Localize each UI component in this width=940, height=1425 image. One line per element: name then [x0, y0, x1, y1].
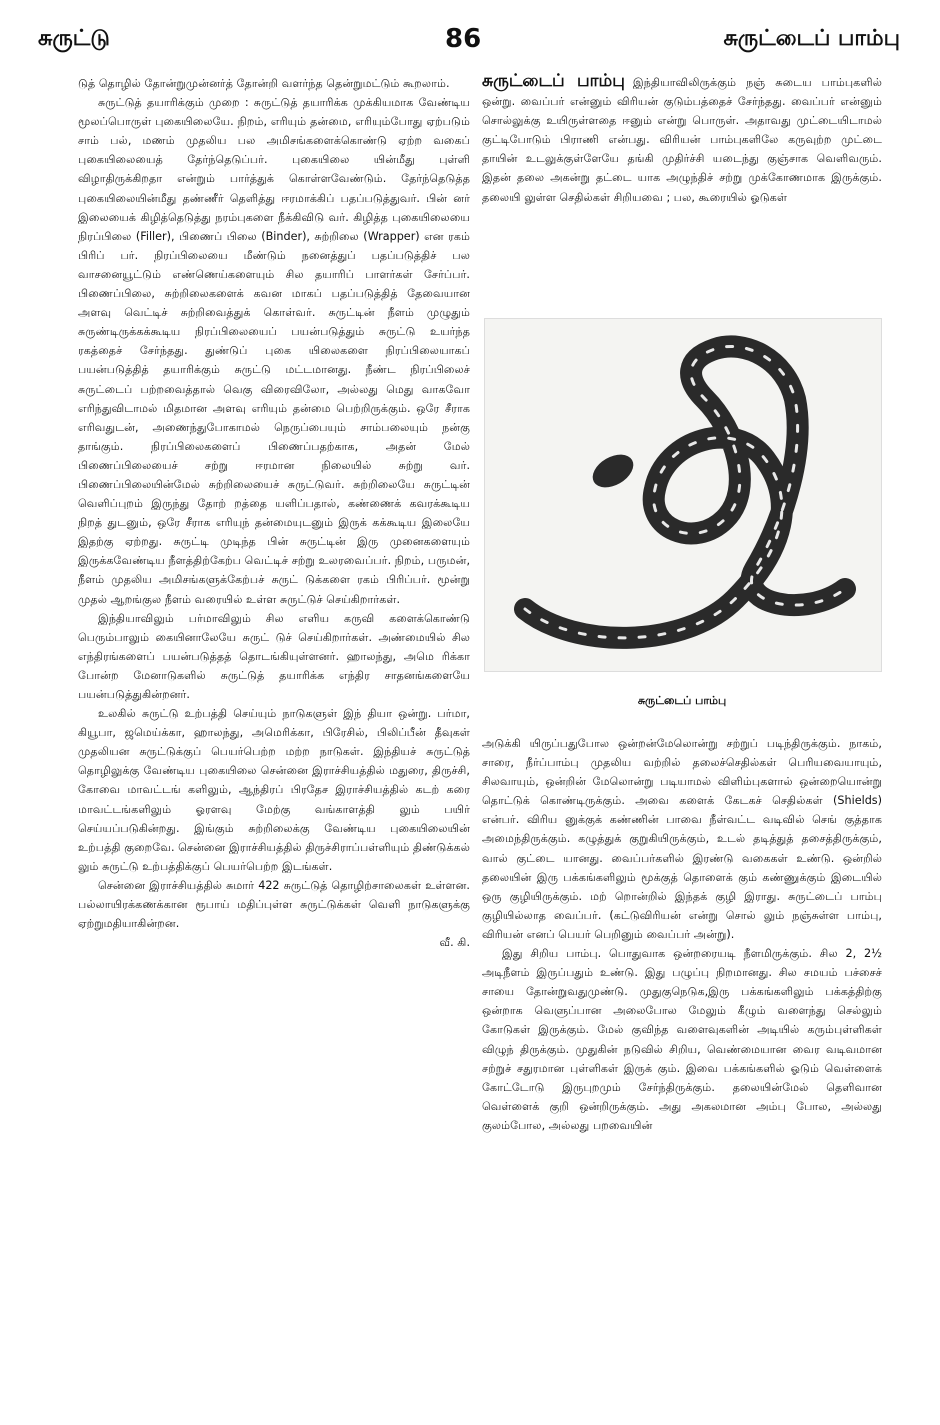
- paragraph: டுத் தொழில் தோன்றுமுன்னர்த் தோன்றி வளர்ந்த தென்றுமட்டும் கூறலாம்.: [78, 77, 450, 90]
- entry-title: சுருட்டைப் பாம்பு: [482, 72, 625, 91]
- left-column: [78, 74, 470, 1374]
- running-head-right: சுருட்டைப் பாம்பு: [723, 26, 900, 51]
- figure-caption: சுருட்டைப் பாம்பு: [637, 694, 727, 707]
- author-signature-line: [78, 933, 470, 952]
- entry-paragraph: [482, 72, 882, 207]
- page-number: 86: [445, 24, 482, 54]
- right-column-bottom: [482, 734, 882, 1384]
- paragraph: அடுக்கி யிருப்பதுபோல ஒன்றன்மேலொன்று சற்றுப் படிந்திருக்கும். நாகம், சாரை, நீர்ப்பாம்பு முதலிய வற்றில் தலைச்செதில்கள் பெரியவையாயும், சிலவாயும், ஒன்றின் மேலொன்று படியாமல் விளிம்புகளால் ஒன்றையொன்று தொட்டுக் கொண்டிருக்கும். அவை களைக் கேடகச் செதில்கள் (Shields) என்பர். விரிய னுக்குக் கண்ணின் பாவை நீள்வட்ட வடிவில் செங் குத்தாக அமைந்திருக்கும். கழுத்துக் குறுகியிருக்கும், உடல் தடித்துத் தசைத்திருக்கும், வால் குட்டை யானது. வைப்பர்களில் இரண்டு வகைகள் உண்டு. ஒன்றில் தலையின் இரு பக்கங்களிலும் மூக்குத் தொளைக் கும் கண்ணுக்கும் இடையில் ஒரு குழியிருக்கும். மற் றொன்றில் இந்தக் குழி இராது. சுருட்டைப் பாம்பு குழியில்லாத வைப்பர். (கட்டுவிரியன் என்று சொல் லும் நஞ்சுள்ள பாம்பு, விரியன் எனப் பெயர் பெறினும் வைப்பர் அன்று).: [482, 737, 882, 941]
- paragraph: இது சிறிய பாம்பு. பொதுவாக ஒன்றரையடி நீளமிருக்கும். சில 2, 2½ அடிநீளம் இருப்பதும் உண்டு. இது பழுப்பு நிறமானது. சில சமயம் பச்சைச் சாயை தோன்றுவதுமுண்டு. முதுகுநெடுக,இரு பக்கங்களிலும் பக்கத்திற்கு ஒன்றாக வெளுப்பான அலைபோல மேலும் கீழும் வளைந்து செல்லும் கோடுகள் இருக்கும். மேல் குவிந்த வளைவுகளின் அடியில் கரும்புள்ளிகள் விழுந் திருக்கும். முதுகின் நடுவில் சிறிய, வெண்மையான வைர வடிவமான சற்றுச் சதுரமான புள்ளிகள் இருக் கும். இவை பக்கங்களில் ஓடும் வெள்ளைக் கோட்டோடு இருபுறமும் சேர்ந்திருக்கும். தலையின்மேல் தெளிவான வெள்ளைக் குறி ஒன்றிருக்கும். அது அகலமான அம்பு போல, அல்லது குலம்போல, அல்லது பறவையின்: [482, 947, 882, 1132]
- paragraph: இந்தியாவிலும் பர்மாவிலும் சில எளிய கருவி களைக்கொண்டு பெரும்பாலும் கையினாலேயே சுருட் டுச் செய்கிறார்கள். அண்மையில் சில எந்திரங்களைப் பயன்படுத்தத் தொடங்கியுள்ளனர். ஹாலந்து, அமெ ரிக்கா போன்ற மேனாடுகளில் சுருட்டுத் தயாரிக்க எந்திர சாதனங்களையே பயன்படுத்துகின்றனர்.: [78, 611, 470, 701]
- running-head-left: சுருட்டு: [38, 26, 110, 51]
- right-column-top: [482, 72, 882, 312]
- paragraph: சென்னை இராச்சியத்தில் சுமார் 422 சுருட்டுத் தொழிற்சாலைகள் உள்ளன. பல்லாயிரக்கணக்கான ரூபாய் மதிப்புள்ள சுருட்டுக்கள் வெளி நாடுகளுக்கு ஏற்றுமதியாகின்றன.: [78, 878, 470, 931]
- snake-illustration: [484, 318, 882, 672]
- paragraph-text: இந்தியாவிலிருக்கும் நஞ் சுடைய பாம்புகளில் ஒன்று. வைப்பர் என்னும் விரியன் குடும்பத்தைச் சேர்ந்தது. வைப்பர் என்னும் சொல்லுக்கு உயிருள்ளதை ஈனும் என்று பொருள். அதாவது முட்டையிடாமல் குட்டிபோடும் பிராணி என்பது. விரியன் பாம்புகளிலே கருவுற்ற முட்டை தாயின் உடலுக்குள்ளேயே தங்கி முதிர்ச்சி யடைந்து குஞ்சாக வெளிவரும். இதன் தலை அகன்று தட்டை யாக அழுந்திச் சற்று முக்கோணமாக இருக்கும். தலையி லுள்ள செதில்கள் சிறியவை ; பல, கூரையில் ஓடுகள்: [482, 76, 882, 204]
- paragraph: சுருட்டுத் தயாரிக்கும் முறை : சுருட்டுத் தயாரிக்க முக்கியமாக வேண்டிய மூலப்பொருள் புகையிலையே. நிறம், எரியும் தன்மை, எரியும்போது ஏற்படும் சாம் பல், மணம் முதலிய பல அமிசங்களைக்கொண்டு ஏற்ற வகைப் புகையிலையைத் தேர்ந்தெடுப்பர். புகையிலை யின்மீது புள்ளி விழாதிருக்கிறதா என்றும் பார்த்துக் கொள்ளவேண்டும். தேர்ந்தெடுத்த புகையிலையின்மீது தண்ணீர் தெளித்து ஈரமாக்கிப் பதப்படுத்துவர். பின் னர் இலையைக் கிழித்தெடுத்து நரம்புகளை நீக்கிவிடு வர். கிழித்த புகையிலையை நிரப்பிலை (Filler), பிணைப் பிலை (Binder), சுற்றிலை (Wrapper) என ரகம் பிரிப் பர். நிரப்பிலையை மீண்டும் நனைத்துப் பதப்படுத்திச் பல வாசனையூட்டும் எண்ணெய்களையும் சில தயாரிப் பாளர்கள் சேர்ப்பர். பிணைப்பிலை, சுற்றிலைகளைக் கவன மாகப் பதப்படுத்தித் தேவையான அளவு வெட்டிச் சுற்றிவைத்துக் கொள்வர். சுருட்டின் நீளம் முழுதும் சுருண்டிருக்கக்கூடிய நிரப்பிலையைப் பயன்படுத்தும் சுருட்டு உயர்ந்த ரகத்தைச் சேர்ந்தது. துண்டுப் புகை யிலைகளை நிரப்பிலையாகப் பயன்படுத்தித் தயாரிக்கும் சுருட்டு மட்டமானது. நீண்ட நிரப்பிலைச் சுருட்டைப் பற்றவைத்தால் வெகு விரைவிலோ, அல்லது மெது வாகவோ எரிந்துவிடாமல் மிதமான அளவு எரியும் தன்மை பெற்றிருக்கும். ஒரே சீராக எரிவதுடன், அணைந்துபோகாமல் நெருப்பையும் சாம்பலையும் நன்கு தாங்கும். நிரப்பிலைகளைப் பிணைப்பதற்காக, அதன் மேல் பிணைப்பிலையைச் சற்று ஈரமான நிலையில் சுற்று வர். பிணைப்பிலையின்மேல் சுற்றிலையைச் சுருட்டுவர். சுற்றிலையே சுருட்டின் வெளிப்புறம் இருந்து தோற் றத்தை யளிப்பதால், கண்ணைக் கவரக்கூடிய நிறத் துடனும், ஒரே சீராக எரியுந் தன்மையுடனும் இருக் கக்கூடிய இலையே இதற்கு ஏற்றது. சுருட்டி முடிந்த பின் சுருட்டின் இரு முனைகளையும் இருக்கவேண்டிய நீளத்திற்கேற்ப வெட்டிச் சற்று உலரவைப்பர். நிறம், பருமன், நீளம் முதலிய அமிசங்களுக்கேற்பச் சுருட் டுக்களை ரகம் பிரிப்பர். மூன்று முதல் ஆறங்குல நீளம் வரையில் உள்ள சுருட்டுச் செய்கிறார்கள்.: [78, 96, 470, 606]
- paragraph: உலகில் சுருட்டு உற்பத்தி செய்யும் நாடுகளுள் இந் தியா ஒன்று. பர்மா, கியூபா, ஜமெய்க்கா, ஹாலந்து, அமெரிக்கா, பிரேசில், பிலிப்பீன் தீவுகள் முதலியன சுருட்டுக்குப் பெயர்பெற்ற மற்ற நாடுகள். இந்தியச் சுருட்டுத் தொழிலுக்கு வேண்டிய புகையிலை சென்னை இராச்சியத்தில் மதுரை, திருச்சி, கோவை மாவட்டங் களிலும், ஆந்திரப் பிரதேச இராச்சியத்தில் கடற் கரை மாவட்டங்களிலும் ஓரளவு மேற்கு வங்காளத்தி லும் பயிர் செய்யப்படுகின்றது. இங்கும் சுற்றிலைக்கு வேண்டிய புகையிலையின் உற்பத்தி குறைவே. சென்னை இராச்சியத்தில் திருச்சிராப்பள்ளியும் திண்டுக்கல் லும் சுருட்டு உற்பத்திக்குப் பெயர்பெற்ற இடங்கள்.: [78, 707, 470, 873]
- author-initials: வீ. கி.: [439, 936, 470, 950]
- snake-image: [485, 319, 881, 671]
